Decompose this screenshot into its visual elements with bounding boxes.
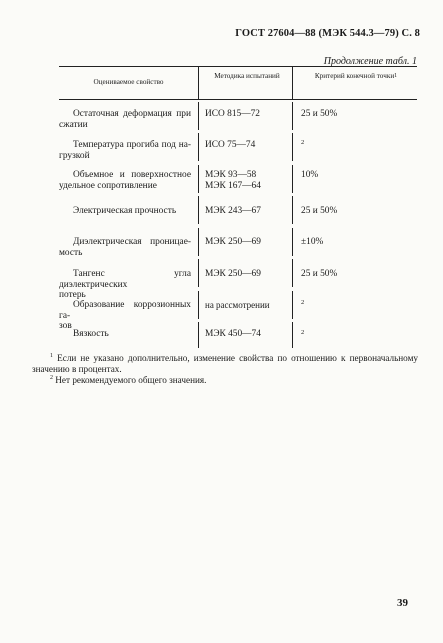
table-row-8-criterion: 2 [301, 329, 305, 336]
table-row-7-method: на рассмотрении [205, 300, 270, 310]
column-divider-2 [292, 291, 293, 319]
table-row-1-criterion: 25 и 50% [301, 109, 338, 119]
table-row-1-property: Остаточная деформация при сжатии [59, 109, 191, 130]
column-divider-2 [292, 196, 293, 224]
column-divider-2 [292, 259, 293, 287]
column-divider-2 [292, 102, 293, 130]
table-row-1-method: ИСО 815—72 [205, 109, 260, 119]
column-divider-1 [198, 102, 199, 130]
column-header-method: Методика испытаний [214, 72, 280, 80]
column-header-property: Оцениваемое свойство [93, 78, 164, 86]
table-row-4-method: МЭК 243—67 [205, 206, 261, 216]
table-continuation-label: Продолжение табл. 1 [323, 56, 417, 67]
table-row-5-method: МЭК 250—69 [205, 237, 261, 247]
table-row-5-criterion: ±10% [301, 237, 324, 247]
column-divider-1 [198, 228, 199, 256]
header-divider-2 [292, 66, 293, 99]
table-row-6-criterion: 25 и 50% [301, 269, 338, 279]
page-number: 39 [397, 597, 408, 609]
column-header-criterion: Критерий конечной точки$^1$ [314, 72, 398, 80]
table-row-4-property: Электрическая прочность [73, 206, 177, 216]
column-divider-2 [292, 165, 293, 193]
footnote-1: $^1$ Если не указано дополнительно, изменение свойства по отношению к первоначальному значению в процентах. [32, 353, 418, 375]
column-divider-1 [198, 322, 199, 348]
table-row-2-criterion: 2 [301, 139, 305, 146]
table-row-7-property: Образование коррозионных га- зов [59, 300, 191, 331]
table-row-3-criterion: 10% [301, 170, 319, 180]
table-top-rule [59, 66, 417, 67]
column-divider-1 [198, 165, 199, 193]
table-row-3-method: МЭК 93—58 МЭК 167—64 [205, 170, 261, 191]
table-row-8-property: Вязкость [73, 329, 109, 339]
footnote-2: $^2$ Нет рекомендуемого общего значения. [50, 375, 207, 386]
table-row-2-property: Температура прогиба под на- грузкой [59, 140, 191, 161]
column-divider-2 [292, 133, 293, 161]
table-row-3-property: Объемное и поверхностное удельное сопротивление [59, 170, 191, 191]
table-row-5-property: Диэлектрическая проницае- мость [59, 237, 191, 258]
table-row-4-criterion: 25 и 50% [301, 206, 338, 216]
header-divider-1 [198, 66, 199, 99]
table-row-7-criterion: 2 [301, 299, 305, 306]
column-divider-2 [292, 228, 293, 256]
column-divider-1 [198, 196, 199, 224]
table-row-8-method: МЭК 450—74 [205, 329, 261, 339]
column-divider-1 [198, 133, 199, 161]
table-row-6-property: Тангенс угла диэлектрических потерь [59, 269, 191, 300]
column-divider-1 [198, 259, 199, 287]
column-divider-1 [198, 291, 199, 319]
column-divider-2 [292, 322, 293, 348]
table-row-2-method: ИСО 75—74 [205, 140, 256, 150]
table-row-6-method: МЭК 250—69 [205, 269, 261, 279]
page-header: ГОСТ 27604—88 (МЭК 544.3—79) С. 8 [235, 28, 420, 39]
table-header-rule [59, 99, 417, 100]
